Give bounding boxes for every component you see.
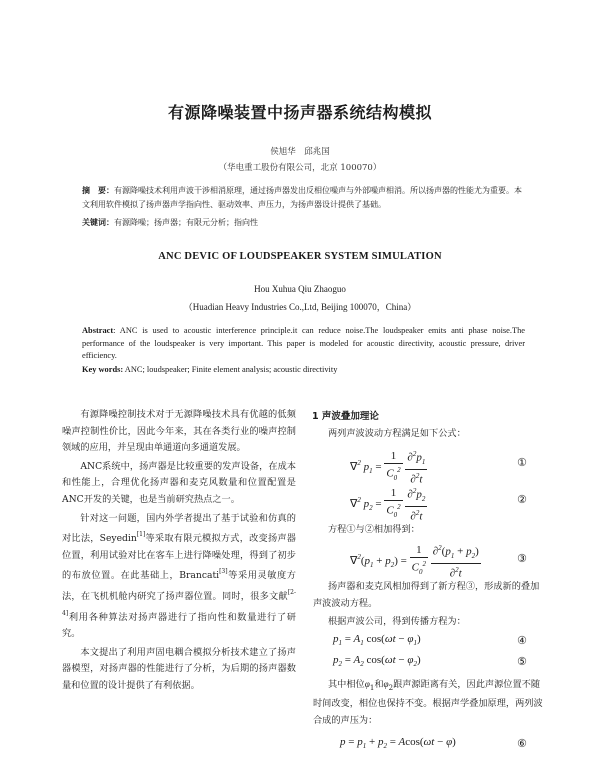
keywords-en-text: ANC; loudspeaker; Finite element analysis; acoustic directivity — [123, 365, 338, 374]
equation-6: $p = p_1 + p_2 = Acos(\omega t - \varphi)$ — [340, 736, 456, 751]
equation-number-4: ④ — [517, 634, 527, 647]
phase-text-and: 和 — [374, 679, 384, 690]
phase-text-b: 跟声源距离有关，因此声源位置不随时间改变，相位也保持不变。根据声学叠加原理，两列波合成的声压为： — [313, 679, 543, 727]
authors-en: Hou Xuhua Qiu Zhaoguo — [254, 284, 346, 294]
abstract-cn-label: 摘 要： — [82, 186, 114, 195]
equation-3: $\nabla^2(p_1 + p_2)$ = $\frac{1}{C_0^2}$ $\frac{\partial^2(p_1 + p_2)}{\partial^2t}$ — [350, 543, 479, 580]
abstract-en-label: Abstract — [82, 326, 114, 335]
keywords-en — [82, 365, 525, 374]
paper-title-en: ANC DEVIC OF LOUDSPEAKER SYSTEM SIMULATION — [158, 251, 442, 262]
abstract-en-text: : ANC is used to acoustic interference principle.it can reduce noise.The loudspeaker emits anti phase noise.The performance of the loudspeaker is very important. This paper is modeled for acoustic directivity, acoustic pressure, driver efficiency. — [82, 326, 525, 360]
citation-ref: [3] — [219, 568, 228, 576]
keywords-cn-label: 关键词： — [82, 218, 114, 227]
equation-2: ∇$^2$ $p_2$ = $\frac{1}{C_0^2}$ $\frac{\partial^2p_2}{\partial^2t}$ — [350, 486, 426, 523]
abstract-en — [82, 325, 525, 363]
paragraph-contribution: 本文提出了利用声固电耦合模拟分析技术建立了扬声器模型，对扬声器的性能进行了分析，为后期的扬声器数量和位置的设计提供了有利依据。 — [62, 646, 296, 691]
sum-text: 方程①与②相加得到： — [328, 524, 420, 535]
intro-text: 两列声波波动方程满足如下公式： — [328, 428, 466, 439]
paper-title-cn: 有源降噪装置中扬声器系统结构模拟 — [167, 103, 432, 122]
phase-text: 其中相位$\varphi_1$和$\varphi_2$跟声源距离有关，因此声源位置不随时间改变，相位也保持不变。根据声学叠加原理，两列波合成的声压为： — [313, 679, 543, 727]
keywords-cn — [82, 216, 524, 230]
paragraph-literature — [62, 511, 296, 643]
paragraph-anc: ANC系统中，扬声器是比较重要的发声设备，在成本和性能上，合理优化扬声器和麦克风数量和位置配置是ANC开发的关键，也是当前研究热点之一。 — [62, 460, 296, 505]
section-heading: 1 声波叠加理论 — [312, 411, 379, 422]
lit-text-d: 利用各种算法对扬声器进行了指向性和数量进行了研究。 — [62, 611, 296, 640]
equation-4: $p_1 = A_1$ $\cos(\omega t - \varphi_1)$ — [333, 633, 421, 648]
abstract-cn — [82, 184, 524, 212]
propagation-text: 根据声波公司，得到传播方程为： — [328, 616, 466, 627]
lit-text-b: 等采取有限元模拟方式，改变扬声器位置，利用试验对比在客车上进行降噪处理，得到了初步的布放位置。在此基础上，Brancati — [62, 533, 296, 582]
equation-5: $p_2 = A_2$ $\cos(\omega t - \varphi_2)$ — [333, 654, 421, 669]
keywords-cn-text: 有源降噪；扬声器；有限元分析；指向性 — [114, 218, 258, 227]
lit-text-c: 等采用灵敏度方法，在飞机机舱内研究了扬声器位置。同时，很多文献 — [62, 570, 296, 602]
citation-ref: [2-4] — [62, 588, 296, 617]
equation-number-6: ⑥ — [517, 737, 527, 750]
lit-text-a: 针对这一问题，国内外学者提出了基于试验和仿真的对比法，Seyedin — [62, 512, 296, 545]
affiliation-en: （Huadian Heavy Industries Co.,Ltd, Beijing 100070，China） — [183, 302, 417, 312]
equation-number-2: ② — [517, 493, 527, 506]
left-column — [62, 407, 296, 697]
equation-number-1: ① — [517, 456, 527, 469]
phase-text-a: 其中相位 — [328, 679, 365, 690]
abstract-cn-text: 有源降噪技术利用声波干涉相消原理，通过扬声器发出反相位噪声与外部噪声相消。所以扬声器的性能尤为重要。本文利用软件模拟了扬声器声学指向性、驱动效率、声压力，为扬声器设计提供了基础。 — [82, 186, 522, 209]
equation-1: ∇$^2$ $p_1$ = $\frac{1}{C_0^2}$ $\frac{\partial^2p_1}{\partial^2t}$ — [350, 449, 426, 486]
citation-ref: [1] — [136, 531, 146, 539]
authors-cn: 侯旭华 邱兆国 — [270, 147, 330, 157]
paragraph-intro: 有源降噪控制技术对于无源降噪技术具有优越的低频噪声控制性价比，因此今年来，其在各类行业的噪声控制领域的应用，并呈现由单通道向多通道发展。 — [62, 409, 296, 454]
keywords-en-label: Key words: — [82, 365, 124, 374]
result-text: 扬声器和麦克风相加得到了新方程③，形成新的叠加声波波动方程。 — [313, 581, 540, 609]
equation-number-5: ⑤ — [517, 655, 527, 668]
affiliation-cn: （华电重工股份有限公司，北京 100070） — [218, 163, 382, 173]
equation-number-3: ③ — [517, 552, 527, 565]
